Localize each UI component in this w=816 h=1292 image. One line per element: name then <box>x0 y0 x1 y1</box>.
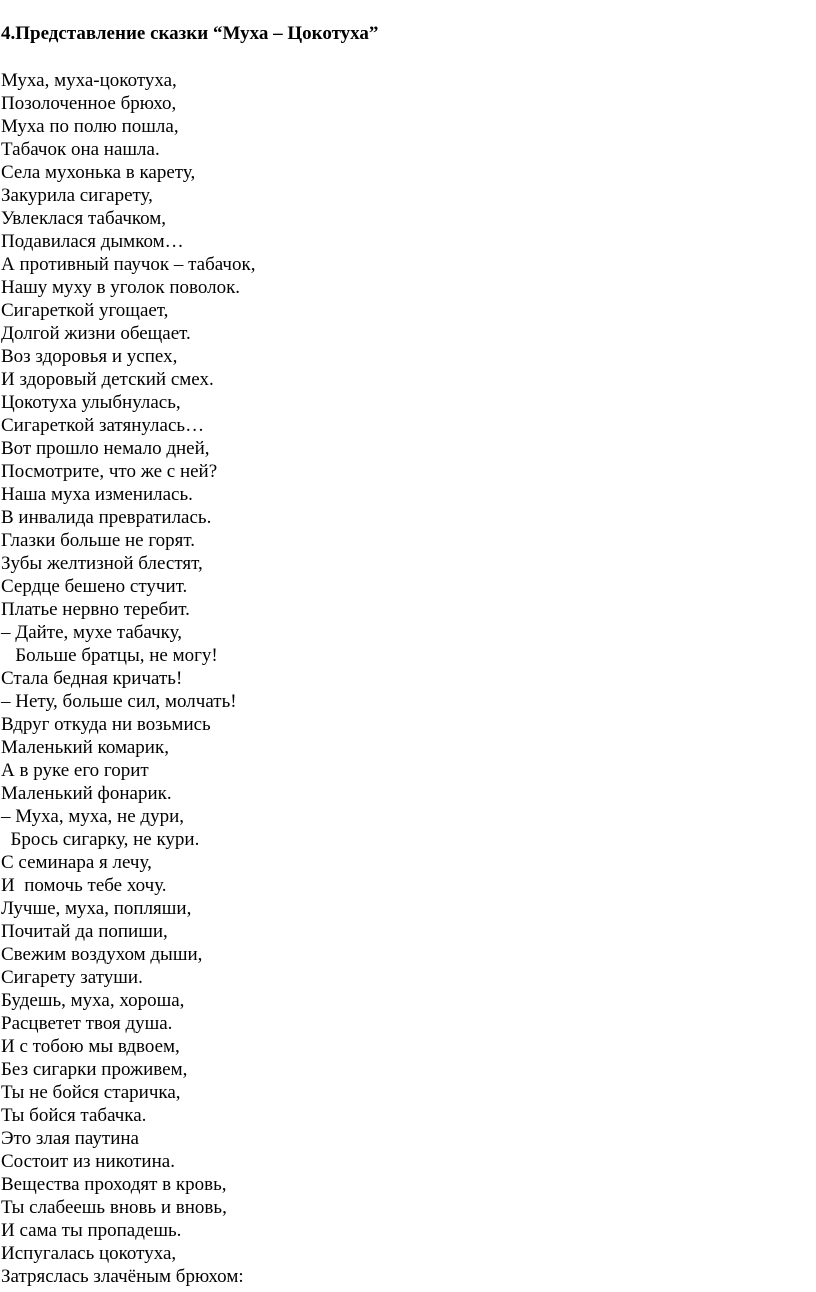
poem-line: Почитай да попиши, <box>1 921 168 942</box>
poem-line: Муха, муха-цокотуха, <box>1 70 177 91</box>
poem-line: Сигареткой угощает, <box>1 300 169 321</box>
poem-line: Подавилася дымком… <box>1 231 184 252</box>
poem-line: Сердце бешено стучит. <box>1 576 188 597</box>
poem-line: Сигарету затуши. <box>1 967 143 988</box>
poem-line: И с тобою мы вдвоем, <box>1 1036 180 1057</box>
poem-line: Маленький комарик, <box>1 737 169 758</box>
poem-line: И помочь тебе хочу. <box>1 875 167 896</box>
poem-line: Стала бедная кричать! <box>1 668 183 689</box>
poem-line: Маленький фонарик. <box>1 783 172 804</box>
poem-line: А противный паучок – табачок, <box>1 254 256 275</box>
poem-line: Села мухонька в карету, <box>1 162 196 183</box>
poem-line: Лучше, муха, попляши, <box>1 898 192 919</box>
poem-line: Будешь, муха, хороша, <box>1 990 185 1011</box>
poem-line: Вот прошло немало дней, <box>1 438 210 459</box>
poem-line: В инвалида превратилась. <box>1 507 212 528</box>
poem-line: Долгой жизни обещает. <box>1 323 191 344</box>
poem-line: Сигареткой затянулась… <box>1 415 205 436</box>
poem-line: Увлеклася табачком, <box>1 208 167 229</box>
poem-text <box>1 69 801 1288</box>
poem-line: Свежим воздухом дыши, <box>1 944 203 965</box>
poem-line: С семинара я лечу, <box>1 852 152 873</box>
poem-line: Наша муха изменилась. <box>1 484 193 505</box>
poem-line: Табачок она нашла. <box>1 139 160 160</box>
poem-line: А в руке его горит <box>1 760 149 781</box>
poem-line: Ты слабеешь вновь и вновь, <box>1 1197 227 1218</box>
poem-line: Глазки больше не горят. <box>1 530 196 551</box>
poem-line: Вдруг откуда ни возьмись <box>1 714 211 735</box>
section-heading: 4.Представление сказки “Муха – Цокотуха” <box>1 23 379 44</box>
poem-line: Ты не бойся старичка, <box>1 1082 181 1103</box>
poem-line: Состоит из никотина. <box>1 1151 175 1172</box>
poem-line: Посмотрите, что же с ней? <box>1 461 218 482</box>
poem-line: И сама ты пропадешь. <box>1 1220 182 1241</box>
poem-line: Расцветет твоя душа. <box>1 1013 173 1034</box>
poem-line: Без сигарки проживем, <box>1 1059 188 1080</box>
poem-line: Закурила сигарету, <box>1 185 153 206</box>
poem-line: Воз здоровья и успех, <box>1 346 178 367</box>
poem-line: Цокотуха улыбнулась, <box>1 392 181 413</box>
poem-line: Больше братцы, не могу! <box>1 645 218 666</box>
poem-line: – Нету, больше сил, молчать! <box>1 691 237 712</box>
poem-line: Затряслась злачёным брюхом: <box>1 1266 244 1287</box>
poem-line: – Муха, муха, не дури, <box>1 806 184 827</box>
poem-line: И здоровый детский смех. <box>1 369 214 390</box>
poem-line: Платье нервно теребит. <box>1 599 190 620</box>
poem-line: Ты бойся табачка. <box>1 1105 147 1126</box>
poem-line: Брось сигарку, не кури. <box>1 829 200 850</box>
poem-line: – Дайте, мухе табачку, <box>1 622 182 643</box>
poem-line: Нашу муху в уголок поволок. <box>1 277 241 298</box>
poem-line: Это злая паутина <box>1 1128 139 1149</box>
poem-line: Позолоченное брюхо, <box>1 93 177 114</box>
poem-line: Вещества проходят в кровь, <box>1 1174 227 1195</box>
poem-line: Муха по полю пошла, <box>1 116 179 137</box>
poem-line: Зубы желтизной блестят, <box>1 553 203 574</box>
poem-line: Испугалась цокотуха, <box>1 1243 177 1264</box>
